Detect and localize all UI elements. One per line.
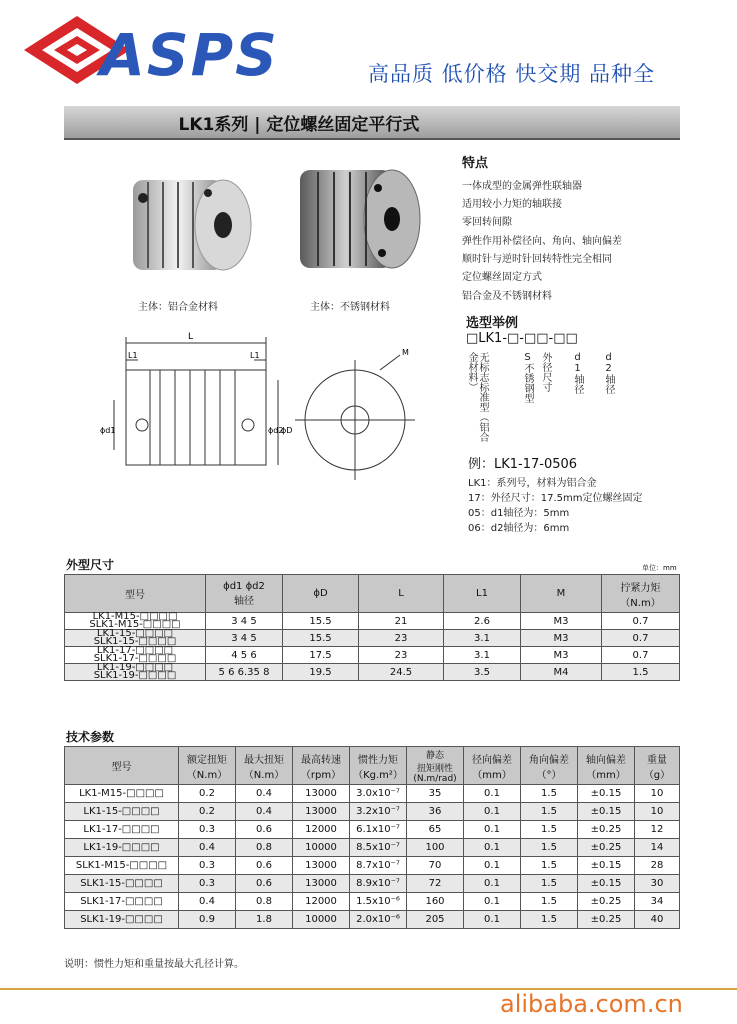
tech-section-title: 技术参数 <box>66 730 115 744</box>
tech-table <box>64 746 680 929</box>
value-cell: 72 <box>407 875 464 893</box>
stainless-caption: 主体：不锈钢材料 <box>310 302 390 313</box>
value-cell: 1.5x10⁻⁶ <box>350 893 407 911</box>
bore-cell: 3 4 5 <box>206 630 283 647</box>
D-cell: 17.5 <box>283 647 359 664</box>
label-L1-left: L1 <box>128 351 138 360</box>
label-d1: ϕd1 <box>100 426 116 435</box>
torque-cell: 1.5 <box>602 664 680 681</box>
torque-cell: 0.7 <box>602 630 680 647</box>
torque-cell: 0.7 <box>602 613 680 630</box>
value-cell: 6.1x10⁻⁷ <box>350 821 407 839</box>
table-row <box>65 875 680 893</box>
value-cell: 40 <box>635 911 680 929</box>
bore-cell: 3 4 5 <box>206 613 283 630</box>
value-cell: 30 <box>635 875 680 893</box>
dims-header: L1 <box>444 575 521 613</box>
value-cell: 205 <box>407 911 464 929</box>
tech-header: 额定扭矩 （N.m） <box>179 747 236 785</box>
value-cell: 0.8 <box>236 893 293 911</box>
L1-cell: 3.1 <box>444 647 521 664</box>
value-cell: 1.5 <box>521 821 578 839</box>
D-cell: 15.5 <box>283 613 359 630</box>
value-cell: 13000 <box>293 875 350 893</box>
M-cell: M3 <box>521 630 602 647</box>
selection-label-stainless: S不锈钢型 <box>522 352 533 403</box>
value-cell: ±0.15 <box>578 857 635 875</box>
D-cell: 15.5 <box>283 630 359 647</box>
features-title: 特点 <box>462 156 489 171</box>
model-cell: SLK1-17-□□□□ <box>93 653 177 664</box>
table-row <box>65 839 680 857</box>
value-cell: 12 <box>635 821 680 839</box>
value-cell: 0.1 <box>464 911 521 929</box>
model-cell: LK1-19-□□□□ <box>96 662 174 673</box>
model-cell: LK1-M15-□□□□ <box>65 785 179 803</box>
value-cell: 70 <box>407 857 464 875</box>
value-cell: ±0.25 <box>578 839 635 857</box>
feature-item: 零回转间隙 <box>462 217 512 228</box>
tech-header: 静态 扭矩刚性 (N.m/rad) <box>407 747 464 785</box>
value-cell: 0.3 <box>179 821 236 839</box>
value-cell: 13000 <box>293 857 350 875</box>
dims-header: ϕD <box>283 575 359 613</box>
model-cell: SLK1-M15-□□□□ <box>65 857 179 875</box>
stainless-coupling-image <box>290 158 430 283</box>
table-row <box>65 630 680 647</box>
value-cell: 34 <box>635 893 680 911</box>
selection-label-d2: d2轴径 <box>603 352 614 394</box>
table-row <box>65 647 680 664</box>
value-cell: 0.1 <box>464 857 521 875</box>
value-cell: 0.6 <box>236 875 293 893</box>
value-cell: 28 <box>635 857 680 875</box>
label-D: ϕD <box>281 426 293 435</box>
dims-header: ϕd1 ϕd2 轴径 <box>206 575 283 613</box>
value-cell: 0.4 <box>236 785 293 803</box>
value-cell: 160 <box>407 893 464 911</box>
tech-header: 径向偏差 （mm） <box>464 747 521 785</box>
example-line: 05：d1轴径为：5mm <box>468 508 570 519</box>
example-line: 06：d2轴径为：6mm <box>468 523 570 534</box>
value-cell: 0.1 <box>464 893 521 911</box>
label-L: L <box>188 332 194 342</box>
value-cell: 0.1 <box>464 803 521 821</box>
value-cell: 0.4 <box>179 893 236 911</box>
model-cell: SLK1-17-□□□□ <box>65 893 179 911</box>
value-cell: 3.2x10⁻⁷ <box>350 803 407 821</box>
tech-header: 重量 （g） <box>635 747 680 785</box>
bore-cell: 5 6 6.35 8 <box>206 664 283 681</box>
value-cell: 0.2 <box>179 803 236 821</box>
value-cell: ±0.15 <box>578 875 635 893</box>
footnote: 说明：惯性力矩和重量按最大孔径计算。 <box>64 959 244 970</box>
model-cell: LK1-19-□□□□ <box>65 839 179 857</box>
selection-label-d1: d1轴径 <box>572 352 583 394</box>
D-cell: 19.5 <box>283 664 359 681</box>
L1-cell: 3.1 <box>444 630 521 647</box>
value-cell: 12000 <box>293 893 350 911</box>
value-cell: 0.6 <box>236 821 293 839</box>
example-line: LK1：系列号，材料为铝合金 <box>468 478 597 489</box>
value-cell: ±0.25 <box>578 821 635 839</box>
model-cell: SLK1-19-□□□□ <box>93 670 177 681</box>
value-cell: 10 <box>635 803 680 821</box>
value-cell: 0.4 <box>179 839 236 857</box>
table-row <box>65 893 680 911</box>
value-cell: 65 <box>407 821 464 839</box>
model-cell: LK1-15-□□□□ <box>65 803 179 821</box>
value-cell: 1.5 <box>521 875 578 893</box>
value-cell: 0.6 <box>236 857 293 875</box>
model-cell: SLK1-15-□□□□ <box>93 636 177 647</box>
table-row <box>65 785 680 803</box>
value-cell: 0.2 <box>179 785 236 803</box>
bore-cell: 4 5 6 <box>206 647 283 664</box>
value-cell: 0.1 <box>464 785 521 803</box>
value-cell: 0.3 <box>179 857 236 875</box>
L-cell: 24.5 <box>359 664 444 681</box>
value-cell: 10000 <box>293 911 350 929</box>
tech-header: 最高转速 （rpm） <box>293 747 350 785</box>
value-cell: 14 <box>635 839 680 857</box>
L-cell: 23 <box>359 630 444 647</box>
label-L1-right: L1 <box>250 351 260 360</box>
feature-item: 适用较小力矩的轴联接 <box>462 199 562 210</box>
value-cell: 8.7x10⁻⁷ <box>350 857 407 875</box>
dimension-drawing <box>100 325 440 485</box>
value-cell: 1.5 <box>521 785 578 803</box>
tech-header: 角向偏差 （°） <box>521 747 578 785</box>
L1-cell: 2.6 <box>444 613 521 630</box>
value-cell: 8.5x10⁻⁷ <box>350 839 407 857</box>
value-cell: 8.9x10⁻⁷ <box>350 875 407 893</box>
tech-header: 轴向偏差 （mm） <box>578 747 635 785</box>
value-cell: 1.5 <box>521 803 578 821</box>
value-cell: 13000 <box>293 803 350 821</box>
value-cell: ±0.25 <box>578 911 635 929</box>
tech-header: 惯性力矩 （Kg.m²） <box>350 747 407 785</box>
L-cell: 21 <box>359 613 444 630</box>
value-cell: ±0.15 <box>578 785 635 803</box>
aluminum-coupling-image <box>118 158 258 283</box>
value-cell: 1.5 <box>521 893 578 911</box>
selection-label-diameter: 外径尺寸 <box>540 352 551 392</box>
table-row <box>65 664 680 681</box>
M-cell: M3 <box>521 613 602 630</box>
value-cell: ±0.25 <box>578 893 635 911</box>
L-cell: 23 <box>359 647 444 664</box>
dims-header: 型号 <box>65 575 206 613</box>
tech-header: 最大扭矩 （N.m） <box>236 747 293 785</box>
value-cell: 36 <box>407 803 464 821</box>
value-cell: 0.9 <box>179 911 236 929</box>
value-cell: 3.0x10⁻⁷ <box>350 785 407 803</box>
feature-item: 弹性作用补偿径向、角向、轴向偏差 <box>462 236 622 247</box>
tech-header: 型号 <box>65 747 179 785</box>
table-row <box>65 821 680 839</box>
brand-name: ASPS <box>100 21 279 89</box>
M-cell: M3 <box>521 647 602 664</box>
model-cell: SLK1-15-□□□□ <box>65 875 179 893</box>
value-cell: ±0.15 <box>578 803 635 821</box>
L1-cell: 3.5 <box>444 664 521 681</box>
dims-table <box>64 574 680 681</box>
value-cell: 0.1 <box>464 875 521 893</box>
dims-section-title: 外型尺寸 <box>66 558 115 572</box>
feature-item: 定位螺丝固定方式 <box>462 272 542 283</box>
selection-label-standard: 无标志标准型（铝合金材料） <box>466 352 488 442</box>
value-cell: 10000 <box>293 839 350 857</box>
dims-header: M <box>521 575 602 613</box>
selection-code: □LK1-□-□□-□□ <box>466 331 578 346</box>
model-cell: SLK1-M15-□□□□ <box>89 619 181 630</box>
label-d2: ϕd2 <box>268 426 284 435</box>
example-line: 17：外径尺寸：17.5mm定位螺丝固定 <box>468 493 643 504</box>
aluminum-caption: 主体：铝合金材料 <box>138 302 218 313</box>
table-row <box>65 613 680 630</box>
table-row <box>65 857 680 875</box>
model-cell: LK1-17-□□□□ <box>96 645 174 656</box>
value-cell: 0.4 <box>236 803 293 821</box>
value-cell: 0.1 <box>464 839 521 857</box>
dims-header: 拧紧力矩 （N.m） <box>602 575 680 613</box>
value-cell: 100 <box>407 839 464 857</box>
value-cell: 12000 <box>293 821 350 839</box>
value-cell: 0.1 <box>464 821 521 839</box>
model-cell: LK1-M15-□□□□ <box>92 611 178 622</box>
M-cell: M4 <box>521 664 602 681</box>
label-M: M <box>402 348 409 357</box>
value-cell: 1.5 <box>521 839 578 857</box>
dims-unit: 单位：mm <box>642 564 677 572</box>
model-cell: LK1-15-□□□□ <box>96 628 174 639</box>
torque-cell: 0.7 <box>602 647 680 664</box>
example-title: 例：LK1-17-0506 <box>468 457 578 472</box>
dims-header: L <box>359 575 444 613</box>
value-cell: 0.8 <box>236 839 293 857</box>
value-cell: 2.0x10⁻⁶ <box>350 911 407 929</box>
table-row <box>65 803 680 821</box>
value-cell: 10 <box>635 785 680 803</box>
selection-title: 选型举例 <box>466 316 519 331</box>
value-cell: 1.5 <box>521 857 578 875</box>
table-row <box>65 911 680 929</box>
footer-watermark: alibaba.com.cn <box>500 990 683 1018</box>
slogan: 高品质 低价格 快交期 品种全 <box>368 62 656 86</box>
feature-item: 铝合金及不锈钢材料 <box>462 291 552 302</box>
value-cell: 13000 <box>293 785 350 803</box>
model-cell: SLK1-19-□□□□ <box>65 911 179 929</box>
value-cell: 1.8 <box>236 911 293 929</box>
value-cell: 1.5 <box>521 911 578 929</box>
model-cell: LK1-17-□□□□ <box>65 821 179 839</box>
feature-item: 顺时针与逆时针回转特性完全相同 <box>462 254 612 265</box>
value-cell: 35 <box>407 785 464 803</box>
feature-item: 一体成型的金属弹性联轴器 <box>462 181 582 192</box>
value-cell: 0.3 <box>179 875 236 893</box>
series-title: LK1系列 | 定位螺丝固定平行式 <box>178 115 420 135</box>
